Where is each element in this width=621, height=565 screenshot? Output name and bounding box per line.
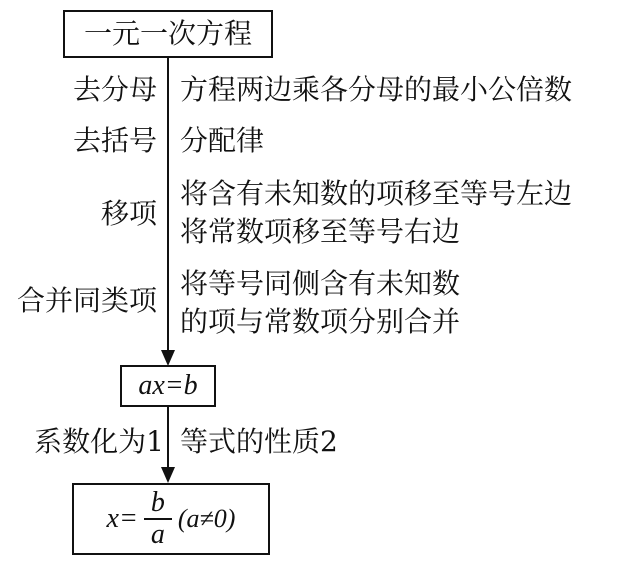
step-desc-remove-brackets: 分配律 [180, 124, 265, 157]
result-box [72, 483, 270, 555]
arrowhead-bottom [161, 467, 175, 483]
result-lhs: x= [106, 503, 138, 534]
step-desc-combine-line2: 的项与常数项分别合并 [180, 305, 461, 338]
start-box-label: 一元一次方程 [83, 17, 252, 50]
step-name-combine-like-terms: 合并同类项 [16, 284, 157, 317]
arrowhead-top [161, 350, 175, 366]
start-box [63, 10, 273, 58]
result-numerator: b [150, 487, 165, 518]
middle-box [120, 365, 216, 407]
step-desc-transpose-line1: 将含有未知数的项移至等号左边 [180, 177, 573, 210]
step-name-transpose: 移项 [100, 197, 157, 230]
middle-box-equation: ax=b [138, 370, 198, 401]
step-name-coefficient-to-one: 系数化为1 [34, 425, 164, 458]
step-desc-remove-denominators: 方程两边乘各分母的最小公倍数 [180, 73, 573, 106]
step-name-remove-denominators: 去分母 [72, 73, 157, 106]
step-desc-combine-line1: 将等号同侧含有未知数 [180, 267, 461, 300]
result-condition: (a≠0) [177, 504, 236, 533]
step-desc-coefficient-to-one: 等式的性质2 [180, 425, 338, 458]
step-name-remove-brackets: 去括号 [72, 124, 157, 157]
result-denominator: a [150, 519, 165, 550]
step-desc-transpose-line2: 将常数项移至等号右边 [180, 215, 461, 248]
result-fraction [144, 488, 172, 550]
